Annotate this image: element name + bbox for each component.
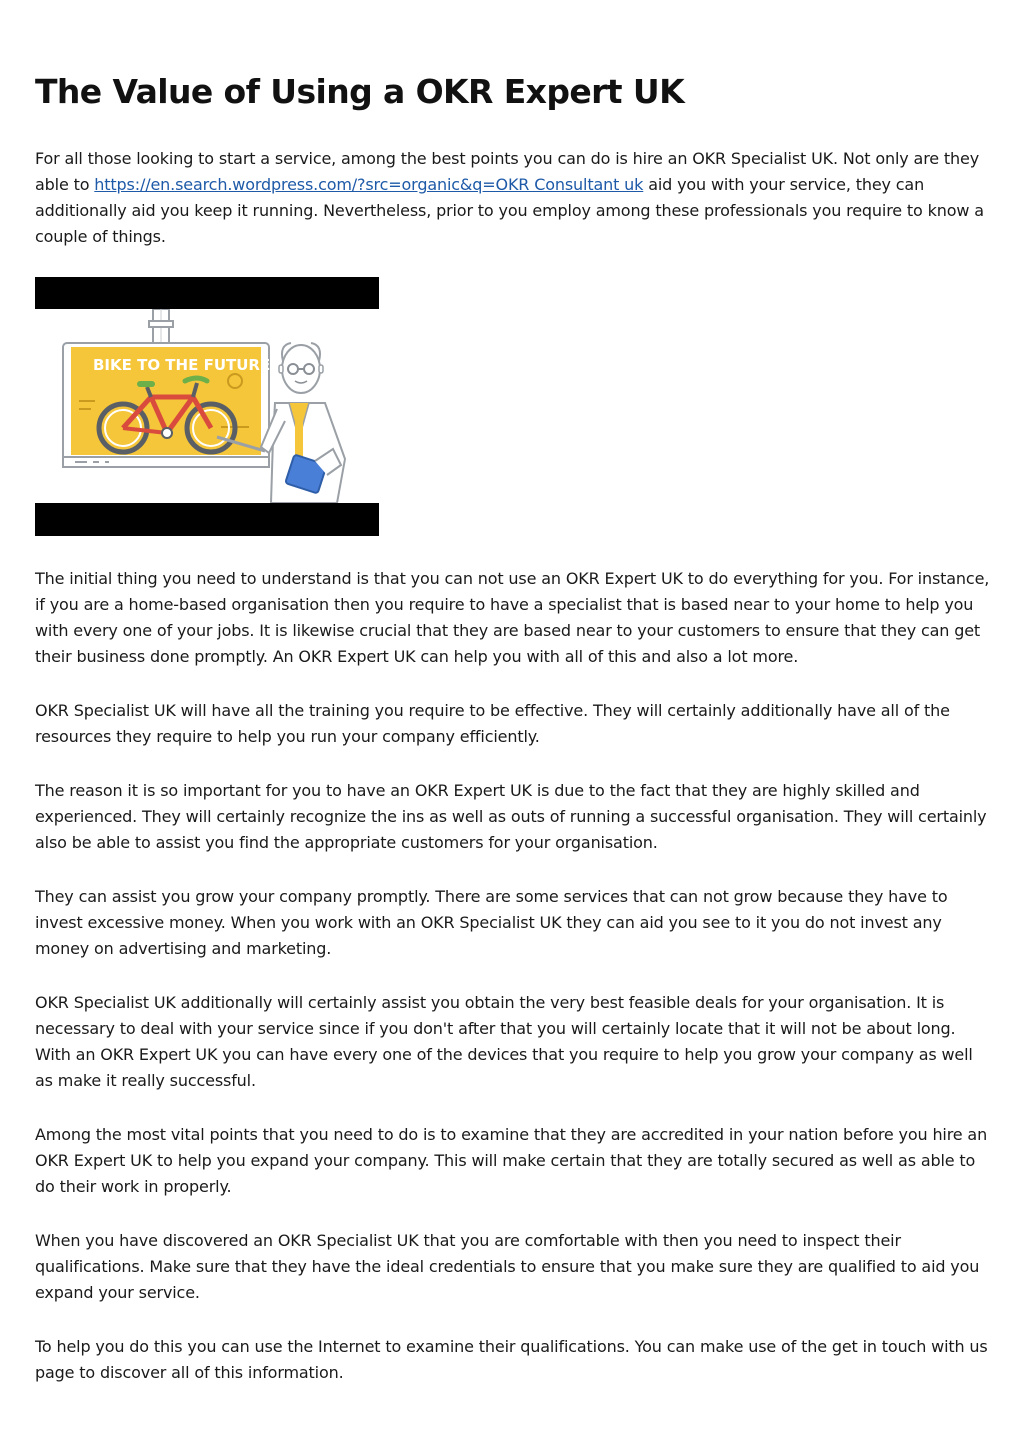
article-body <box>35 566 995 1414</box>
sign-text: BIKE TO THE FUTURE <box>93 356 271 374</box>
body-paragraph: The reason it is so important for you to have an OKR Expert UK is due to the fact that they are highly skilled and experienced. They will certainly recognize the ins as well as outs of running a successful organisation. They will certainly also be able to assist you find the appropriate customers for your organisation. <box>35 781 987 852</box>
search-link[interactable]: https://en.search.wordpress.com/?src=organic&q=OKR Consultant uk <box>94 175 644 194</box>
body-paragraph: OKR Specialist UK additionally will certainly assist you obtain the very best feasible deals for your organisation. It is necessary to deal with your service since if you don't after that you will certainly locate that it will not be about long. With an OKR Expert UK you can have every one of the devices that you require to help you grow your company as well as make it really successful. <box>35 993 973 1090</box>
body-paragraph: Among the most vital points that you need to do is to examine that they are accredited in your nation before you hire an OKR Expert UK to help you expand your company. This will make certain that they are totally secured as well as able to do their work in properly. <box>35 1125 988 1196</box>
intro-text-after-link: aid you with your service, they can additionally aid you keep it running. Nevertheless, prior to you employ among these professionals you require to know a couple of things. <box>35 175 984 246</box>
intro-paragraph <box>35 146 995 250</box>
hanging-pipe-icon <box>149 309 173 343</box>
article-image <box>35 277 379 536</box>
body-paragraph: To help you do this you can use the Internet to examine their qualifications. You can make use of the get in touch with us page to discover all of this information. <box>35 1337 988 1382</box>
body-paragraph: OKR Specialist UK will have all the training you require to be effective. They will certainly additionally have all of the resources they require to help you run your company efficiently. <box>35 701 950 746</box>
sign-board <box>63 343 270 467</box>
body-paragraph: They can assist you grow your company promptly. There are some services that can not grow because they have to invest excessive money. When you work with an OKR Specialist UK they can aid you see to it you do not invest any money on advertising and marketing. <box>35 887 948 958</box>
illustration-bike-to-the-future <box>35 309 379 503</box>
body-paragraph: When you have discovered an OKR Specialist UK that you are comfortable with then you need to inspect their qualifications. Make sure that they have the ideal credentials to ensure that you make sure they are qualified to aid you expand your service. <box>35 1231 980 1302</box>
intro-text-before-link: For all those looking to start a service, among the best points you can do is hire an OKR Specialist UK. Not only are they able to <box>35 149 980 194</box>
body-paragraph: The initial thing you need to understand is that you can not use an OKR Expert UK to do everything for you. For instance, if you are a home-based organisation then you require to have a specialist that is based near to your home to help you with every one of your jobs. It is likewise crucial that they are based near to your customers to ensure that they can get their business done promptly. An OKR Expert UK can help you with all of this and also a lot more. <box>35 569 990 666</box>
page-title: The Value of Using a OKR Expert UK <box>35 72 685 111</box>
